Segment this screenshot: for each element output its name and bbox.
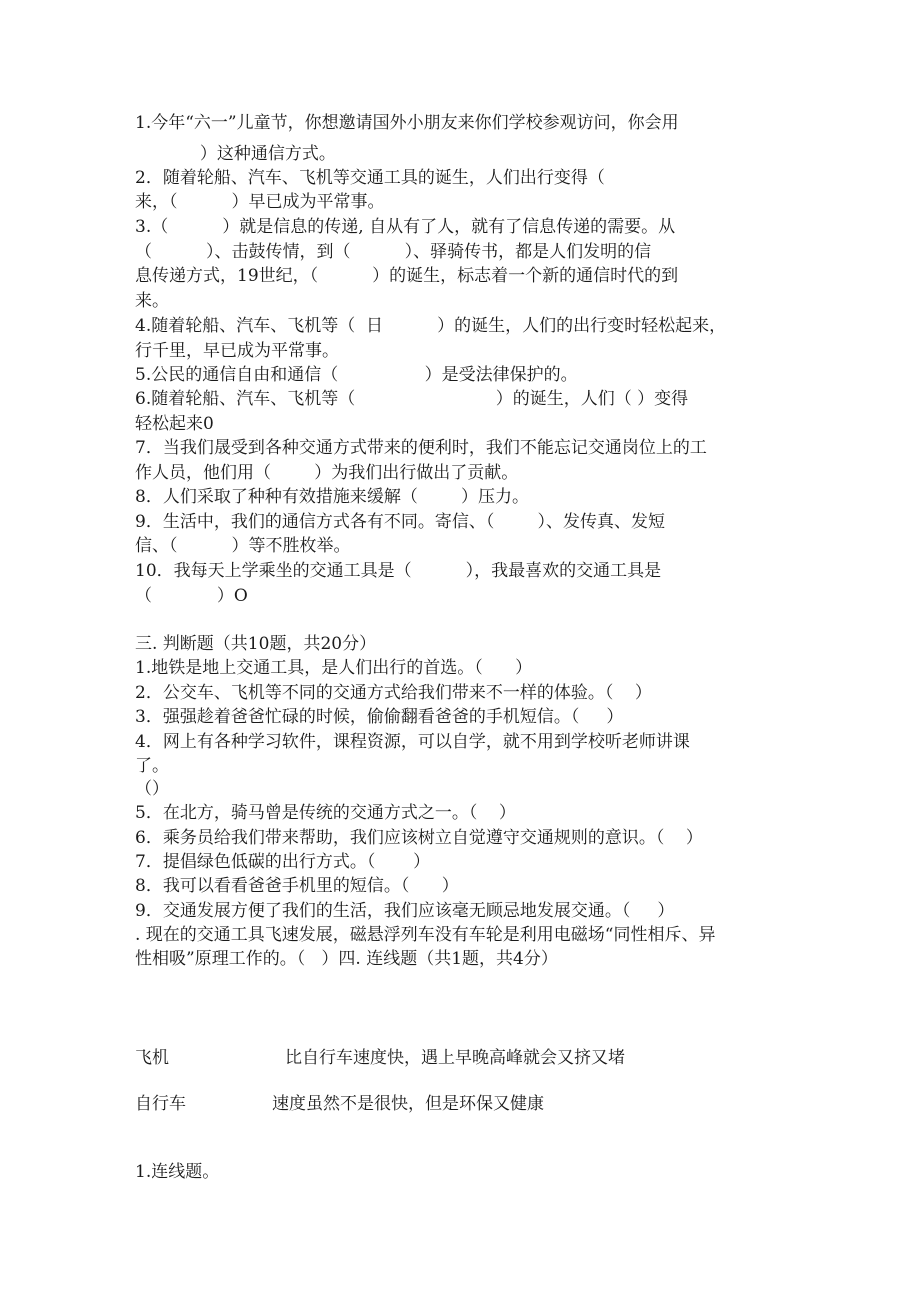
- fill-line-1: 1.今年“六一”儿童节，你想邀请国外小朋友来你们学校参观访问，你会用: [135, 113, 679, 133]
- judgment-line-2: 2．公交车、飞机等不同的交通方式给我们带来不一样的体验。（ ）: [135, 683, 652, 703]
- fill-line-5: 3.（ ）就是信息的传递, 自从有了人，就有了信息传递的需要。从: [135, 217, 676, 237]
- matching-question: 1.连线题。: [135, 1162, 220, 1182]
- judgment-line-10: 8．我可以看看爸爸手机里的短信。（ ）: [135, 876, 459, 896]
- fill-line-4: 来，（ ）早已成为平常事。: [135, 192, 385, 212]
- judgment-line-3: 3．强强趁着爸爸忙碌的时候，偷偷翻看爸爸的手机短信。（ ）: [135, 707, 624, 727]
- judgment-line-4: 4．网上有各种学习软件，课程资源，可以自学，就不用到学校听老师讲课: [135, 732, 690, 752]
- fill-line-18: 信、（ ）等不胜枚举。: [135, 536, 351, 556]
- fill-line-13: 轻松起来0: [135, 414, 214, 434]
- fill-line-10: 行千里，早已成为平常事。: [135, 341, 339, 361]
- fill-line-16: 8．人们采取了种种有效措施来缓解（ ）压力。: [135, 487, 530, 507]
- fill-line-3: 2．随着轮船、汽车、飞机等交通工具的诞生，人们出行变得（: [135, 168, 605, 188]
- fill-line-12: 6.随着轮船、汽车、飞机等（ ）的诞生，人们（ ）变得: [135, 389, 689, 409]
- fill-line-6: （ ）、击鼓传情，到（ ）、驿骑传书，都是人们发明的信: [135, 242, 652, 262]
- judgment-line-5: 了。: [135, 756, 169, 776]
- judgment-line-1: 1.地铁是地上交通工具，是人们出行的首选。（ ）: [135, 658, 533, 678]
- judgment-line-8: 6．乘务员给我们带来帮助，我们应该树立自觉遵守交通规则的意识。（ ）: [135, 828, 703, 848]
- judgment-line-9: 7．提倡绿色低碳的出行方式。（ ）: [135, 852, 431, 872]
- match-left-2: 自行车: [135, 1094, 186, 1114]
- fill-line-8: 来。: [135, 291, 169, 311]
- fill-line-11: 5.公民的通信自由和通信（ ）是受法律保护的。: [135, 365, 578, 385]
- fill-line-7: 息传递方式，19世纪，（ ）的诞生，标志着一个新的通信时代的到: [135, 266, 679, 286]
- judgment-heading: 三. 判断题（共10题，共20分）: [135, 634, 377, 654]
- fill-line-2: ）这种通信方式。: [135, 144, 336, 164]
- judgment-line-6: （）: [135, 779, 169, 799]
- fill-line-19: 10．我每天上学乘坐的交通工具是（ ），我最喜欢的交通工具是: [135, 561, 662, 581]
- match-right-1: 比自行车速度快，遇上早晚高峰就会又挤又堵: [285, 1048, 625, 1068]
- judgment-line-7: 5．在北方，骑马曾是传统的交通方式之一。（ ）: [135, 803, 516, 823]
- judgment-line-13: 性相吸”原理工作的。（ ）四. 连线题（共1题，共4分）: [135, 949, 558, 969]
- fill-line-9: 4.随着轮船、汽车、飞机等（ 日 ）的诞生，人们的出行变时轻松起来，: [135, 316, 727, 336]
- match-left-1: 飞机: [135, 1048, 169, 1068]
- judgment-line-12: . 现在的交通工具飞速发展，磁悬浮列车没有车轮是利用电磁场“同性相斥、异: [135, 925, 716, 945]
- fill-line-14: 7．当我们晟受到各种交通方式带来的便利时，我们不能忘记交通岗位上的工: [135, 438, 707, 458]
- judgment-line-11: 9．交通发展方便了我们的生活，我们应该毫无顾忌地发展交通。（ ）: [135, 901, 675, 921]
- fill-line-15: 作人员，他们用（ ）为我们出行做出了贡献。: [135, 463, 519, 483]
- fill-line-17: 9．生活中，我们的通信方式各有不同。寄信、（ ）、发传真、发短: [135, 512, 666, 532]
- fill-line-20: （ ）O: [135, 586, 248, 606]
- match-right-2: 速度虽然不是很快，但是环保又健康: [272, 1094, 544, 1114]
